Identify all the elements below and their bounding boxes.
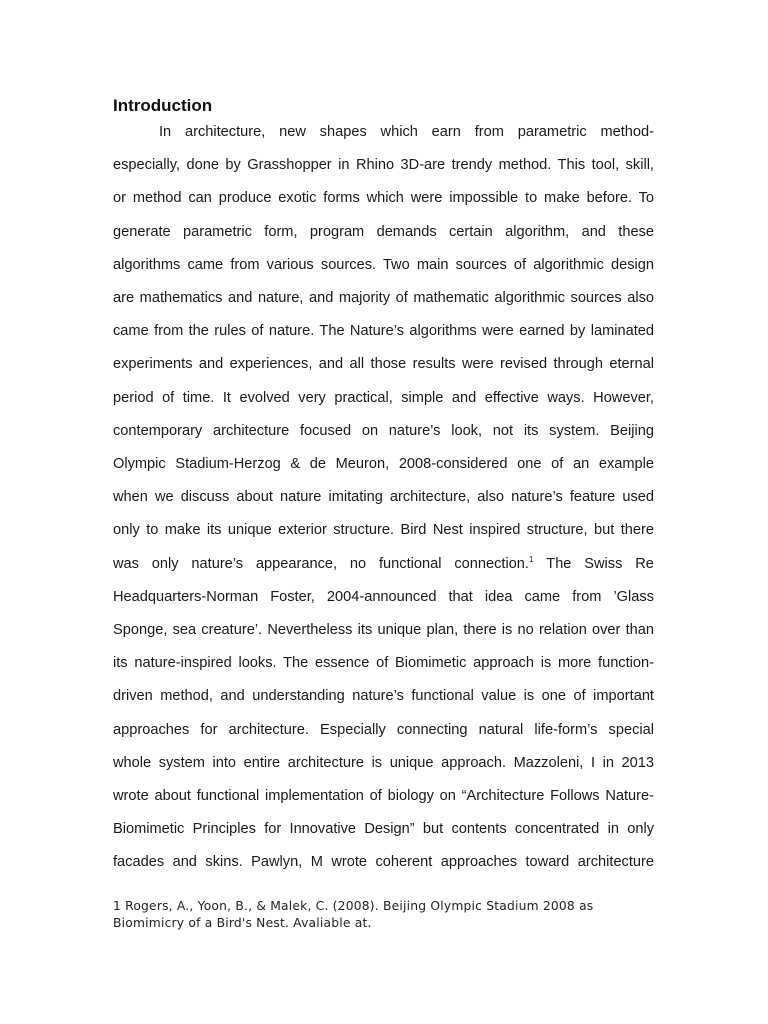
paragraph-word: appearance, [255,555,338,572]
paragraph-line: are mathematics and nature, and majority of mathematic algorithmic sources also [113,290,654,306]
paragraph-line: algorithms came from various sources. Two main sources of algorithmic design [113,256,654,273]
paragraph-word: Swiss [584,555,623,572]
paragraph-word: connection.$^1$ [454,554,534,572]
paragraph-word: no [349,555,367,572]
footnote [113,898,658,932]
paragraph-line: when we discuss about nature imitating architecture, also nature’s feature used [113,489,654,506]
paragraph-line: its nature-inspired looks. The essence of Biomimetic approach is more function- [113,655,654,672]
paragraph-line: Headquarters-Norman Foster, 2004-announced that idea came from ’Glass [113,588,654,605]
paragraph-line: or method can produce exotic forms which were impossible to make before. To [113,190,654,207]
paragraph-line: whole system into entire architecture is unique approach. Mazzoleni, I in 2013 [113,754,654,771]
footnote-line: 1 Rogers, A., Yoon, B., & Malek, C. (2008). Beijing Olympic Stadium 2008 as [113,899,594,913]
paragraph-line: came from the rules of nature. The Nature’s algorithms were earned by laminated [113,323,654,340]
section-heading: Introduction [113,96,213,115]
paragraph-line: wrote about functional implementation of biology on “Architecture Follows Nature- [113,788,654,804]
paragraph-line [113,554,654,574]
paragraph-line: Sponge, sea creature’. Nevertheless its unique plan, there is no relation over than [113,622,654,638]
paragraph-line: especially, done by Grasshopper in Rhino 3D-are trendy method. This tool, skill, [113,157,654,174]
paragraph-line: experiments and experiences, and all those results were revised through eternal [113,356,654,373]
paragraph-word: functional [379,555,442,572]
footnote-line: Biomimicry of a Bird's Nest. Avaliable at. [113,916,372,930]
paragraph-word: was [113,555,139,572]
paragraph-line: contemporary architecture focused on nature’s look, not its system. Beijing [113,422,654,439]
paragraph-line: generate parametric form, program demands certain algorithm, and these [113,223,654,240]
paragraph-word: only [151,555,179,572]
paragraph-line: Biomimetic Principles for Innovative Design” but contents concentrated in only [113,821,654,838]
paragraph-line: Olympic Stadium-Herzog & de Meuron, 2008-considered one of an example [113,456,654,472]
paragraph-word: Re [635,555,654,572]
paragraph-line: driven method, and understanding nature’s functional value is one of important [113,688,654,705]
footnote-reference[interactable]: 1 [528,554,534,564]
paragraph-line: approaches for architecture. Especially connecting natural life-form’s special [113,721,654,738]
paragraph-line: period of time. It evolved very practical, simple and effective ways. However, [113,389,654,406]
paragraph-word: The [546,555,572,572]
paragraph-word: nature’s [191,555,244,572]
paragraph-line: In architecture, new shapes which earn from parametric method- [159,124,654,140]
paragraph-line: facades and skins. Pawlyn, M wrote coherent approaches toward architecture [113,854,654,871]
paragraph-line: only to make its unique exterior structure. Bird Nest inspired structure, but there [113,522,654,539]
